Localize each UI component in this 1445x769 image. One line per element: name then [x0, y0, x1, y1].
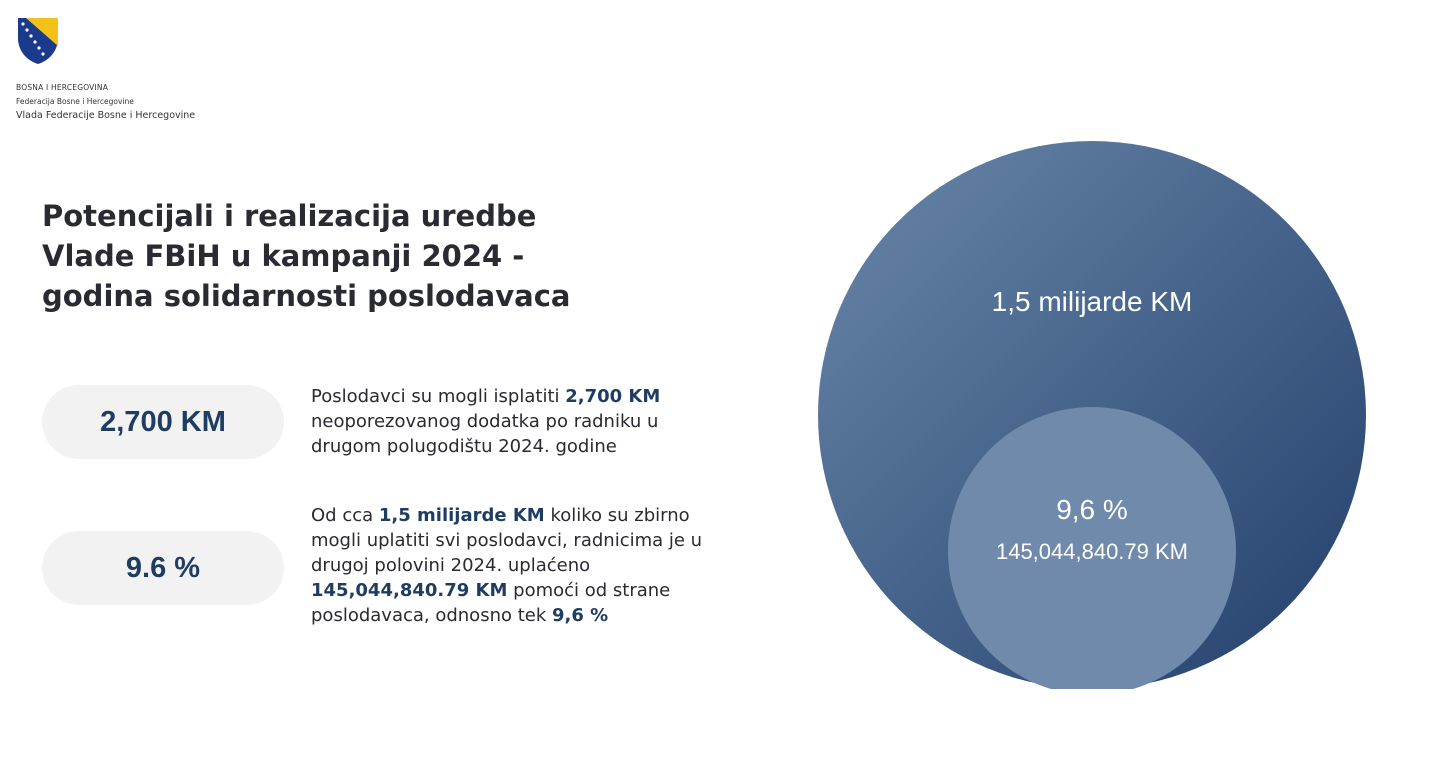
desc-line: 145,044,840.79 KM pomoći od strane [311, 580, 671, 601]
org-federation: Federacija Bosne i Hercegovine [16, 97, 134, 106]
total-label: 1,5 milijarde KM [991, 286, 1193, 317]
desc-line: drugoj polovini 2024. uplaćeno [311, 555, 591, 576]
stat-pill-amount: 2,700 KM [42, 385, 284, 459]
stat-pill-percent: 9.6 % [42, 531, 284, 605]
org-government: Vlada Federacije Bosne i Hercegovine [16, 110, 196, 121]
desc-line: poslodavaca, odnosno tek 9,6 % [311, 605, 609, 626]
desc-line: drugom polugodištu 2024. godine [311, 436, 617, 457]
title-line-2: Vlade FBiH u kampanji 2024 - [42, 239, 525, 273]
coat-of-arms-icon [16, 16, 60, 66]
title-line-1: Potencijali i realizacija uredbe [42, 199, 537, 233]
desc-line: mogli uplatiti svi poslodavci, radnicima je u [311, 530, 703, 551]
part-percent-label: 9,6 % [1056, 494, 1128, 525]
nested-circle-chart [816, 141, 1368, 689]
org-country: BOSNA I HERCEGOVINA [16, 83, 109, 92]
page-title [42, 196, 602, 316]
desc-line: Poslodavci su mogli isplatiti 2,700 KM [311, 386, 661, 407]
stat-description-percent [311, 503, 741, 628]
desc-line: Od cca 1,5 milijarde KM koliko su zbirno [311, 505, 690, 526]
part-amount-label: 145,044,840.79 KM [995, 539, 1189, 564]
title-line-3: godina solidarnosti poslodavaca [42, 279, 571, 313]
stat-description-amount [311, 384, 741, 459]
desc-line: neoporezovanog dodatka po radniku u [311, 411, 659, 432]
